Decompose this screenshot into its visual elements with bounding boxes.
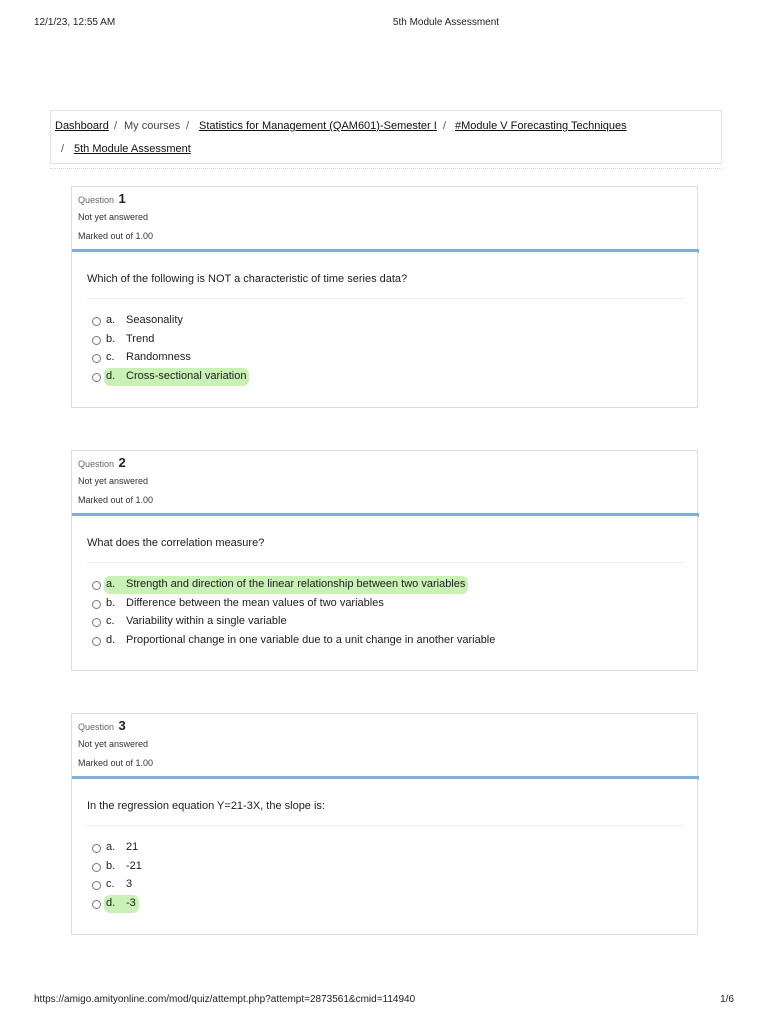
radio-button[interactable] [92, 336, 101, 345]
answer-letter: a. [106, 314, 116, 326]
breadcrumb-quiz-link[interactable]: 5th Module Assessment [74, 143, 191, 155]
answer-label [104, 613, 290, 631]
answer-letter: c. [106, 615, 115, 627]
breadcrumb [50, 110, 722, 164]
question-content [71, 779, 698, 935]
print-header [0, 17, 768, 31]
radio-button[interactable] [92, 618, 101, 627]
question-label: Question [78, 722, 115, 732]
radio-button[interactable] [92, 581, 101, 590]
answer-label [104, 876, 135, 894]
page-number: 1/6 [720, 994, 734, 1005]
answer-letter: a. [106, 841, 116, 853]
radio-button[interactable] [92, 900, 101, 909]
answer-letter: b. [106, 332, 116, 345]
question-number [78, 718, 126, 733]
question-grade: Marked out of 1.00 [78, 495, 154, 505]
question-content [71, 252, 698, 408]
question-info [71, 186, 698, 252]
print-date: 12/1/23, 12:55 AM [34, 17, 116, 28]
question-content [71, 516, 698, 671]
question-divider [87, 298, 684, 299]
answer-label-highlighted [104, 368, 249, 386]
question-state: Not yet answered [78, 739, 149, 749]
answer-letter: c. [106, 878, 115, 890]
question-grade: Marked out of 1.00 [78, 758, 154, 768]
answer-label [104, 349, 194, 367]
radio-button[interactable] [92, 354, 101, 363]
breadcrumb-separator: / [114, 120, 118, 132]
answer-label [104, 839, 141, 857]
question-text: In the regression equation Y=21-3X, the slope is: [87, 800, 325, 812]
print-title: 5th Module Assessment [392, 17, 500, 28]
breadcrumb-course-link[interactable]: Statistics for Management (QAM601)-Semester I [199, 120, 437, 132]
question-divider [87, 562, 684, 563]
question-info [71, 713, 698, 779]
question-number-value: 1 [118, 191, 126, 206]
answer-text: 3 [126, 878, 133, 890]
question-1 [71, 186, 698, 408]
radio-button[interactable] [92, 600, 101, 609]
breadcrumb-module-link[interactable]: #Module V Forecasting Techniques [455, 120, 627, 132]
answer-label [104, 312, 186, 330]
answer-text: Difference between the mean values of two variables [126, 596, 384, 609]
answer-letter: b. [106, 596, 116, 609]
radio-button[interactable] [92, 863, 101, 872]
breadcrumb-separator: / [61, 143, 65, 155]
question-number [78, 191, 126, 206]
question-state: Not yet answered [78, 476, 149, 486]
radio-button[interactable] [92, 637, 101, 646]
answer-letter: a. [106, 578, 116, 590]
answer-label [104, 331, 157, 349]
question-label: Question [78, 195, 115, 205]
print-url: https://amigo.amityonline.com/mod/quiz/attempt.php?attempt=2873561&cmid=114940 [34, 994, 416, 1005]
question-divider [87, 825, 684, 826]
answer-label [104, 632, 498, 650]
breadcrumb-divider [50, 168, 722, 169]
radio-button[interactable] [92, 317, 101, 326]
answer-text: Seasonality [126, 314, 183, 326]
radio-button[interactable] [92, 844, 101, 853]
answer-text: Randomness [126, 351, 191, 363]
question-grade: Marked out of 1.00 [78, 231, 154, 241]
answer-letter: d. [106, 369, 116, 382]
answer-text: -3 [126, 896, 136, 909]
breadcrumb-separator: / [443, 120, 447, 132]
question-3 [71, 713, 698, 935]
answer-letter: c. [106, 351, 115, 363]
question-text: What does the correlation measure? [87, 537, 265, 549]
question-number [78, 455, 126, 470]
answer-text: Strength and direction of the linear relationship between two variables [126, 578, 466, 590]
answer-text: Variability within a single variable [126, 615, 287, 627]
answer-text: Trend [126, 332, 155, 345]
answer-label-highlighted [104, 895, 139, 913]
answer-label [104, 858, 145, 876]
question-info [71, 450, 698, 516]
answer-text: 21 [126, 841, 139, 853]
question-2 [71, 450, 698, 671]
breadcrumb-separator: / [186, 120, 190, 132]
answer-text: -21 [126, 859, 142, 872]
radio-button[interactable] [92, 373, 101, 382]
answer-text: Proportional change in one variable due to a unit change in another variable [126, 633, 496, 646]
answer-label [104, 595, 387, 613]
answer-text: Cross-sectional variation [126, 369, 247, 382]
radio-button[interactable] [92, 881, 101, 890]
breadcrumb-dashboard-link[interactable]: Dashboard [55, 120, 109, 132]
answer-letter: d. [106, 896, 116, 909]
question-text: Which of the following is NOT a characteristic of time series data? [87, 273, 408, 285]
breadcrumb-my-courses: My courses [124, 120, 181, 132]
question-state: Not yet answered [78, 212, 149, 222]
answer-letter: d. [106, 633, 116, 646]
question-label: Question [78, 459, 115, 469]
answer-letter: b. [106, 859, 116, 872]
question-number-value: 3 [118, 718, 126, 733]
answer-label-highlighted [104, 576, 468, 594]
question-number-value: 2 [118, 455, 126, 470]
